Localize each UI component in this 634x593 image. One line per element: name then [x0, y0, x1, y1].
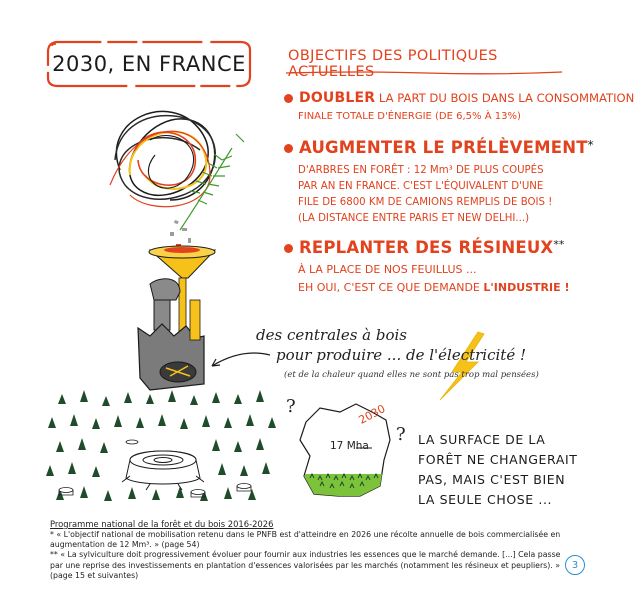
pine-branch — [180, 134, 244, 230]
surface-line-1: LA SURFACE DE LA — [418, 432, 546, 447]
objective-2-line-2: PAR AN EN FRANCE. C'EST L'ÉQUIVALENT D'UNE — [298, 181, 544, 192]
annotation-line-2: pour produire ... de l'électricité ! — [276, 346, 526, 364]
objective-2-line-3: FILE DE 6800 KM DE CAMIONS REMPLIS DE BOIS ! — [298, 197, 553, 208]
surface-line-3: PAS, MAIS C'EST BIEN — [418, 472, 566, 487]
map-year-label: 2030 — [356, 402, 388, 427]
objectives-heading: OBJECTIFS DES POLITIQUES ACTUELLES — [288, 48, 498, 80]
page-number: 3 — [565, 555, 585, 575]
objective-2-line-4: (LA DISTANCE ENTRE PARIS ET NEW DELHI...) — [298, 213, 530, 224]
lightning-icon — [440, 332, 484, 400]
footnote-1: * « L'objectif national de mobilisation retenu dans le PNFB est d'atteindre en 2026 une récolte annuelle de bois commercialisée en augmentation de 12 Mm³. » (page 54) — [50, 530, 561, 550]
surface-line-4: LA SEULE CHOSE ... — [418, 492, 553, 507]
objective-1-rest: LA PART DU BOIS DANS LA CONSOMMATION — [378, 91, 634, 105]
annotation-line-1: des centrales à bois — [256, 326, 408, 344]
objective-3-detail-2b: L'INDUSTRIE ! — [483, 281, 570, 294]
objective-3-key: REPLANTER DES RÉSINEUX — [299, 238, 554, 257]
surface-statement — [418, 430, 578, 510]
page-title: 2030, EN FRANCE — [52, 52, 246, 76]
annotation-line-3: (et de la chaleur quand elles ne sont pas trop mal pensées) — [284, 370, 539, 380]
objective-2-key: AUGMENTER LE PRÉLÈVEMENT — [299, 138, 588, 157]
objective-3-detail-2a: EH OUI, C'EST CE QUE DEMANDE — [298, 281, 484, 294]
objective-1-detail: FINALE TOTALE D'ÉNERGIE (DE 6,5% À 13%) — [298, 111, 521, 122]
objective-1-key: DOUBLER — [299, 90, 376, 106]
map-area-label: 17 Mha — [330, 440, 369, 452]
source-reference: Programme national de la forêt et du bois 2016-2026 — [50, 519, 274, 529]
factory — [138, 300, 204, 390]
arm-holding-funnel — [150, 279, 180, 330]
surface-line-2: FORÊT NE CHANGERAIT — [418, 452, 578, 467]
objective-2-line-1: D'ARBRES EN FORÊT : 12 Mm³ DE PLUS COUPÉS — [298, 165, 544, 176]
question-mark-left: ? — [286, 396, 296, 417]
tree-stump — [122, 451, 204, 490]
objective-3-detail-1: À LA PLACE DE NOS FEUILLUS ... — [298, 263, 477, 276]
question-mark-right: ? — [396, 424, 406, 445]
footnote-marker: ** — [553, 238, 565, 251]
footnotes — [50, 519, 570, 581]
footnote-2: ** « La sylviculture doit progressivement évoluer pour fournir aux industries les essences que le marché demande. [...] Cela passe par une reprise des investissements en plantation d'essences valorisées par les marchés (notamment les résineux et peupliers). » (page 15 et suivantes) — [50, 550, 561, 580]
footnote-marker: * — [587, 138, 594, 152]
arrow-icon — [212, 353, 270, 366]
